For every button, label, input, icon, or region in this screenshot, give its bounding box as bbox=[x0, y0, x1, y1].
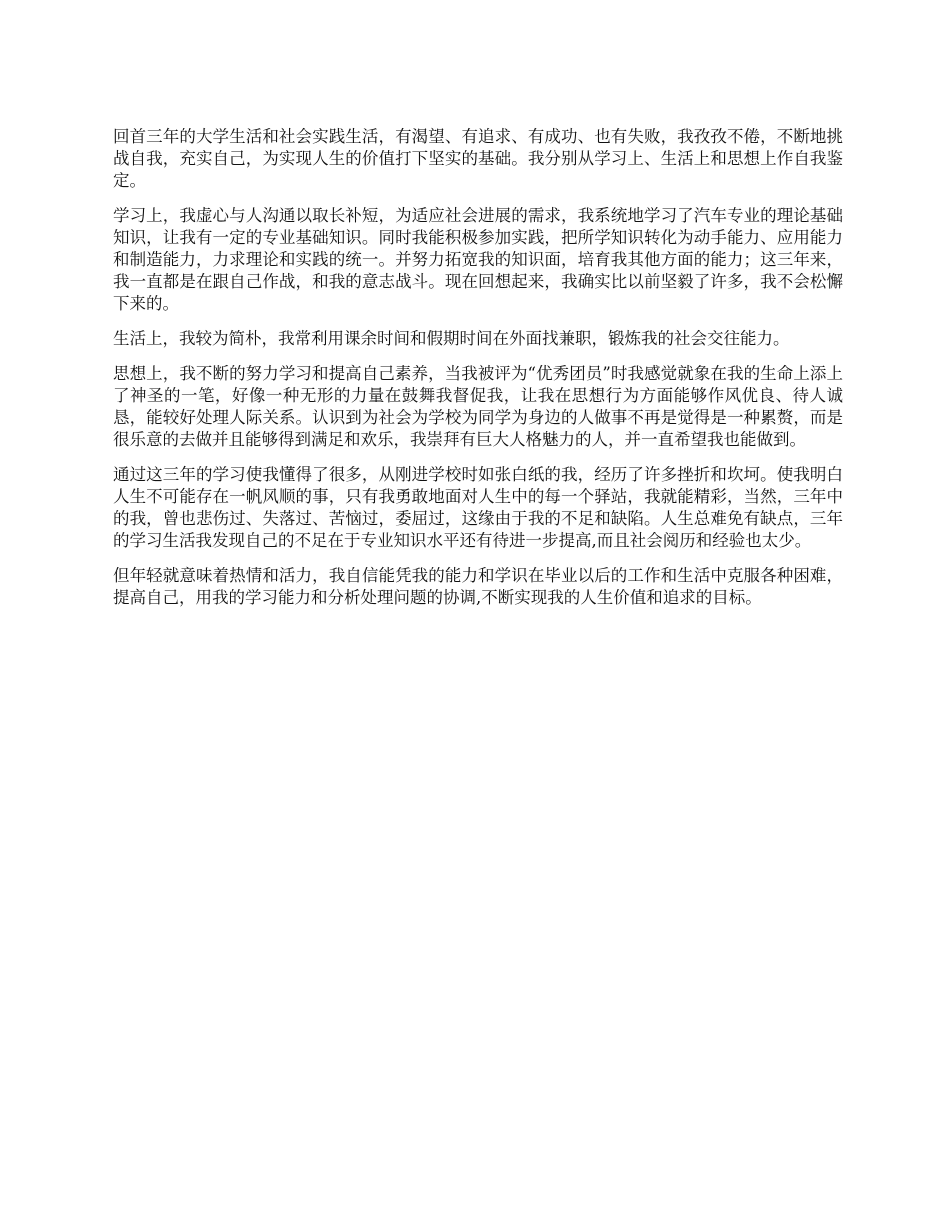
paragraph-intro: 回首三年的大学生活和社会实践生活，有渴望、有追求、有成功、也有失败，我孜孜不倦，不断地挑战自我，充实自己，为实现人生的价值打下坚实的基础。我分别从学习上、生活上和思想上作自我鉴定。 bbox=[113, 127, 843, 190]
paragraph-reflection: 通过这三年的学习使我懂得了很多，从刚进学校时如张白纸的我，经历了许多挫折和坎坷。使我明白人生不可能存在一帆风顺的事，只有我勇敢地面对人生中的每一个驿站，我就能精彩，当然，三年中的我，曾也悲伤过、失落过、苦恼过，委屈过，这缘由于我的不足和缺陷。人生总难免有缺点，三年的学习生活我发现自己的不足在于专业知识水平还有待进一步提高,而且社会阅历和经验也太少。 bbox=[113, 465, 843, 550]
paragraph-thought: 思想上，我不断的努力学习和提高自己素养，当我被评为“优秀团员”时我感觉就象在我的生命上添上了神圣的一笔，好像一种无形的力量在鼓舞我督促我，让我在思想行为方面能够作风优良、待人诚恳，能较好处理人际关系。认识到为社会为学校为同学为身边的人做事不再是觉得是一种累赘，而是很乐意的去做并且能够得到满足和欢乐，我崇拜有巨大人格魅力的人，并一直希望我也能做到。 bbox=[113, 364, 843, 449]
document-body bbox=[113, 126, 843, 622]
paragraph-life: 生活上，我较为简朴，我常利用课余时间和假期时间在外面找兼职，锻炼我的社会交往能力。 bbox=[113, 329, 790, 348]
paragraph-study: 学习上，我虚心与人沟通以取长补短，为适应社会进展的需求，我系统地学习了汽车专业的理论基础知识，让我有一定的专业基础知识。同时我能积极参加实践，把所学知识转化为动手能力、应用能力和制造能力，力求理论和实践的统一。并努力拓宽我的知识面，培育我其他方面的能力；这三年来，我一直都是在跟自己作战，和我的意志战斗。现在回想起来，我确实比以前坚毅了许多，我不会松懈下来的。 bbox=[113, 206, 843, 313]
paragraph-conclusion: 但年轻就意味着热情和活力，我自信能凭我的能力和学识在毕业以后的工作和生活中克服各种困难，提高自己，用我的学习能力和分析处理问题的协调,不断实现我的人生价值和追求的目标。 bbox=[113, 566, 843, 607]
